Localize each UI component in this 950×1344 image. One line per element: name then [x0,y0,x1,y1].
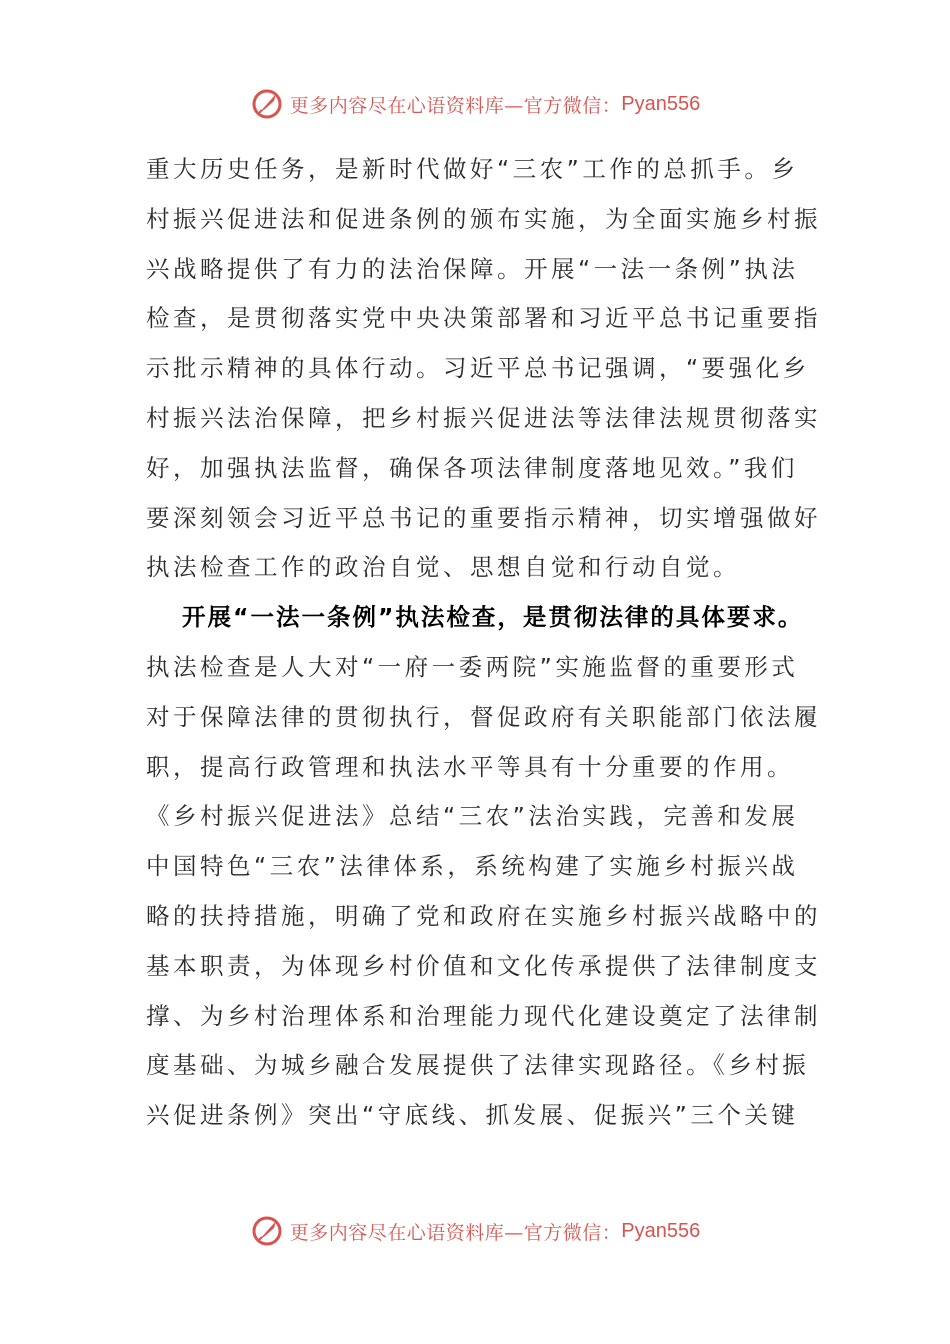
text-line: 兴促进条例》突出“守底线、抓发展、促振兴”三个关键 [146,1101,799,1130]
watermark-wechat-id: Pyan556 [621,92,701,115]
text-line: 中国特色“三农”法律体系，系统构建了实施乡村振兴战 [146,852,799,881]
document-body [146,145,821,1141]
text-line: 执法检查是人大对“一府一委两院”实施监督的重要形式 [146,652,799,681]
text-line: 撑、为乡村治理体系和治理能力现代化建设奠定了法律制 [146,1001,821,1030]
text-line: 要深刻领会习近平总书记的重要指示精神，切实增强做好 [146,503,821,532]
text-line: 对于保障法律的贯彻执行，督促政府有关职能部门依法履 [146,702,821,731]
text-line: 好，加强执法监督，确保各项法律制度落地见效。”我们 [146,453,798,482]
text-line: 度基础、为城乡融合发展提供了法律实现路径。《乡村振 [146,1051,810,1080]
paragraph-2 [146,593,821,1141]
text-line: 示批示精神的具体行动。习近平总书记强调，“要强化乡 [146,354,810,383]
paragraph-heading: 开展“一法一条例”执法检查，是贯彻法律的具体要求。 [182,603,804,632]
footer-watermark [0,1211,950,1251]
quill-logo-icon [250,87,284,121]
paragraph-1 [146,145,821,593]
text-line: 基本职责，为体现乡村价值和文化传承提供了法律制度支 [146,951,821,980]
watermark-text: 更多内容尽在心语资料库—官方微信： [289,1221,622,1244]
watermark-wechat-id: Pyan556 [621,1219,701,1242]
quill-logo-icon [250,1214,284,1248]
text-line: 《乡村振兴促进法》总结“三农”法治实践，完善和发展 [146,802,799,831]
watermark-text: 更多内容尽在心语资料库—官方微信： [289,94,622,117]
text-line: 职，提高行政管理和执法水平等具有十分重要的作用。 [146,752,794,781]
text-line: 执法检查工作的政治自觉、思想自觉和行动自觉。 [146,553,740,582]
text-line: 略的扶持措施，明确了党和政府在实施乡村振兴战略中的 [146,901,821,930]
text-line: 检查，是贯彻落实党中央决策部署和习近平总书记重要指 [146,304,821,333]
text-line: 兴战略提供了有力的法治保障。开展“一法一条例”执法 [146,254,799,283]
text-line: 村振兴促进法和促进条例的颁布实施，为全面实施乡村振 [146,204,821,233]
text-line: 村振兴法治保障，把乡村振兴促进法等法律法规贯彻落实 [146,403,821,432]
header-watermark [0,84,950,124]
text-line: 重大历史任务，是新时代做好“三农”工作的总抓手。乡 [146,155,799,183]
